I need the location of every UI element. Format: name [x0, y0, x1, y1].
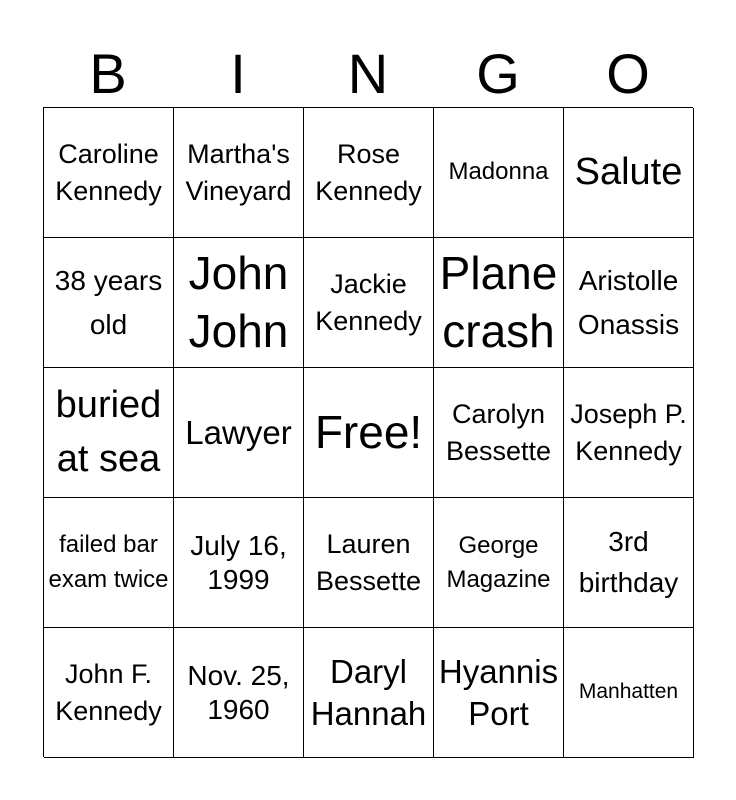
- cell-text: Lawyer: [185, 413, 292, 451]
- cell-text: Lauren Bessette: [315, 529, 422, 596]
- header-letter-o: O: [606, 42, 650, 105]
- bingo-cell[interactable]: [434, 238, 564, 368]
- bingo-cell[interactable]: [434, 498, 564, 628]
- bingo-cell[interactable]: [44, 368, 174, 498]
- cell-text: Plane crash: [439, 247, 558, 357]
- bingo-cell[interactable]: [564, 498, 694, 628]
- cell-text: Caroline Kennedy: [55, 139, 162, 206]
- cell-text: 3rd birthday: [578, 525, 679, 598]
- cell-text: Carolyn Bessette: [445, 399, 552, 466]
- bingo-cell[interactable]: [304, 108, 434, 238]
- cell-text: John F. Kennedy: [55, 659, 162, 726]
- bingo-cell[interactable]: [174, 108, 304, 238]
- free-space-text: Free!: [314, 405, 423, 458]
- cell-text: George Magazine: [446, 531, 551, 593]
- bingo-cell[interactable]: [564, 368, 694, 498]
- header-letter-i: I: [230, 42, 246, 105]
- bingo-cell[interactable]: [174, 498, 304, 628]
- bingo-cell[interactable]: [174, 238, 304, 368]
- bingo-card-grid: [43, 107, 693, 757]
- cell-text: Rose Kennedy: [315, 139, 422, 206]
- header-letter-g: G: [476, 42, 520, 105]
- cell-text: July 16, 1999: [190, 530, 287, 595]
- cell-text: Martha's Vineyard: [185, 139, 292, 206]
- cell-text: Madonna: [448, 158, 549, 186]
- bingo-cell[interactable]: [44, 498, 174, 628]
- cell-text: John John: [188, 247, 289, 357]
- bingo-cell[interactable]: [564, 628, 694, 758]
- cell-text: Salute: [574, 150, 683, 193]
- bingo-cell[interactable]: [434, 368, 564, 498]
- bingo-cell[interactable]: [304, 498, 434, 628]
- cell-text: Jackie Kennedy: [315, 269, 422, 336]
- bingo-cell[interactable]: [174, 628, 304, 758]
- bingo-cell[interactable]: [304, 628, 434, 758]
- bingo-cell[interactable]: [174, 368, 304, 498]
- free-space-cell[interactable]: [304, 368, 434, 498]
- bingo-cell[interactable]: [434, 628, 564, 758]
- cell-text: Hyannis Port: [438, 653, 559, 732]
- cell-text: Daryl Hannah: [310, 653, 427, 732]
- bingo-cell[interactable]: [44, 108, 174, 238]
- bingo-cell[interactable]: [304, 238, 434, 368]
- bingo-cell[interactable]: [44, 628, 174, 758]
- cell-text: Joseph P. Kennedy: [570, 399, 687, 466]
- cell-text: 38 years old: [54, 265, 163, 340]
- bingo-cell[interactable]: [564, 108, 694, 238]
- bingo-cell[interactable]: [434, 108, 564, 238]
- bingo-header: [43, 40, 693, 108]
- bingo-cell[interactable]: [44, 238, 174, 368]
- bingo-cell[interactable]: [564, 238, 694, 368]
- header-letter-n: N: [347, 42, 389, 105]
- cell-text: Nov. 25, 1960: [187, 660, 290, 725]
- cell-text: Aristolle Onassis: [577, 265, 680, 340]
- cell-text: failed bar exam twice: [48, 530, 169, 593]
- header-letter-b: B: [89, 42, 127, 105]
- cell-text: Manhatten: [578, 680, 679, 704]
- cell-text: buried at sea: [55, 384, 162, 480]
